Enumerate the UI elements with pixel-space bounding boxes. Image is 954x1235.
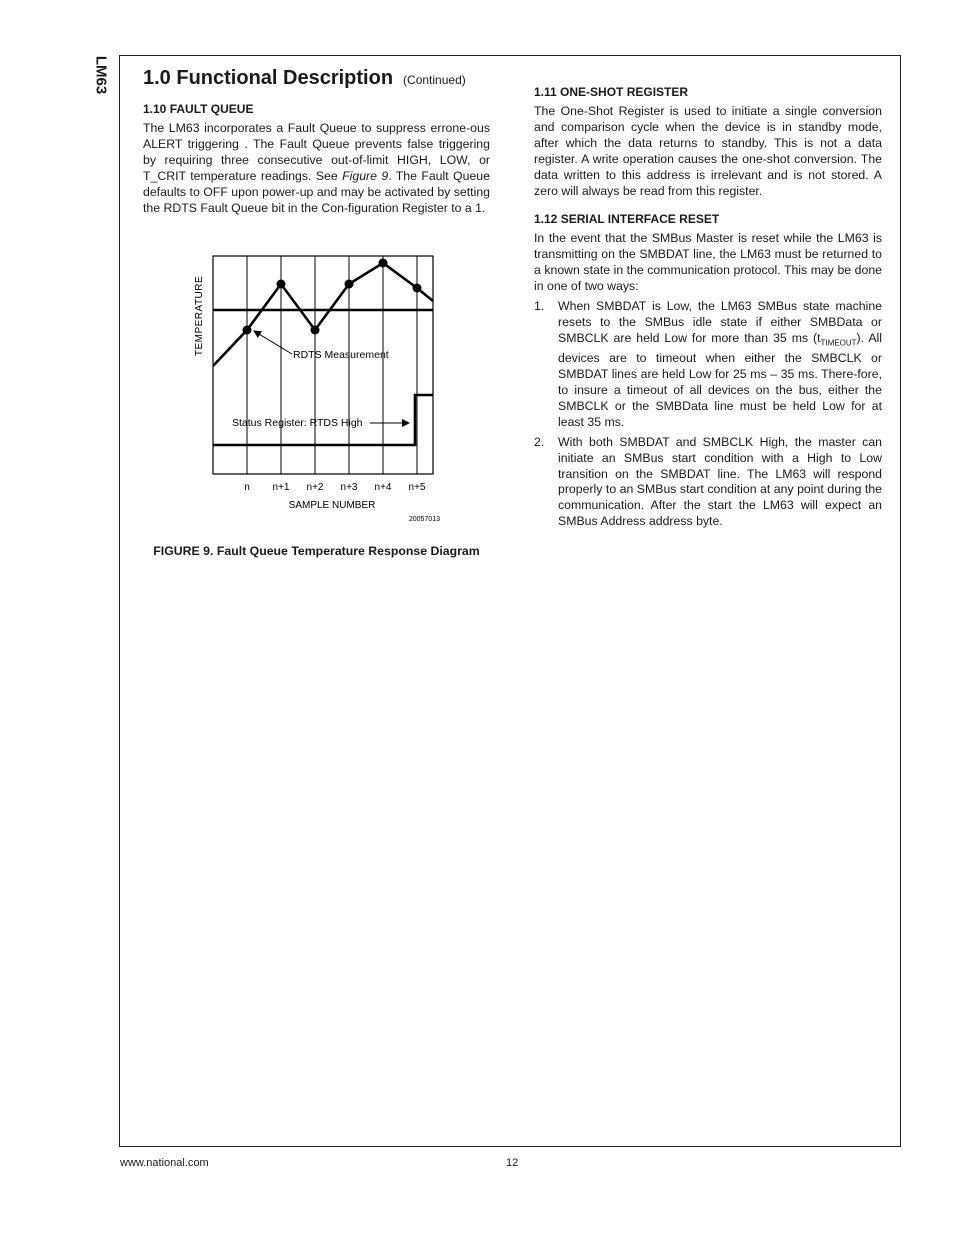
plot-frame — [213, 256, 433, 474]
paragraph-text: The LM63 incorporates a Fault Queue to suppress errone-ous ALERT triggering . The Fault Queue prevents false triggering by requiring three consecutive out-of-limit HIGH, LOW, or T_CRIT temperature readings. See — [143, 121, 490, 183]
x-tick-label: n — [244, 482, 250, 493]
side-part-label: LM63 — [92, 55, 110, 95]
figure-caption: FIGURE 9. Fault Queue Temperature Response Diagram — [153, 544, 480, 558]
footer-page-number: 12 — [506, 1157, 519, 1169]
sample-gridlines — [247, 256, 417, 474]
x-tick-label: n+5 — [408, 482, 426, 493]
side-part-tag — [88, 52, 114, 98]
section-paragraph: The One-Shot Register is used to initiate a single conversion and comparison cycle when the device is in standby mode, after which the data returns to standby. This is not a data register. A write operation causes the one-shot conversion. The data written to this address is irrelevant and is not stored. A zero will always be read from this register. — [534, 104, 882, 198]
section-paragraph: In the event that the SMBus Master is reset while the LM63 is transmitting on the SMBDAT line, the LM63 must be returned to a known state in the communication protocol. This may be done in one of two ways: — [534, 231, 882, 294]
list-number: 1. — [534, 299, 545, 314]
rdts-annotation: RDTS Measurement — [293, 349, 389, 361]
left-column — [143, 66, 490, 216]
page-title — [143, 66, 490, 92]
status-annotation: Status Register: RTDS High — [232, 417, 363, 429]
rdts-arrow — [254, 331, 292, 354]
list-item — [534, 299, 882, 431]
figure-reference-link[interactable]: Figure 9 — [342, 168, 389, 183]
fault-queue-figure — [180, 250, 460, 530]
section-heading: 1.11 ONE-SHOT REGISTER — [534, 85, 689, 99]
list-number: 2. — [534, 434, 545, 449]
paragraph-text: . The Fault Queue defaults to OFF upon power-up and may be activated by setting the RDTS Fault Queue bit in the Con-figuration Register to a 1. — [143, 168, 490, 215]
list-item-text: When SMBDAT is Low, the LM63 SMBus state machine resets to the SMBus idle state if either SMBData or SMBCLK are held Low for more than 35 ms (t — [558, 299, 882, 345]
right-column — [534, 84, 882, 530]
section-serial-interface-reset — [534, 211, 882, 530]
list-item-text: ). All devices are to timeout when either the SMBCLK or SMBDAT lines are held Low for 25 ms – 35 ms. There-fore, to insure a timeout of all devices on the bus, either the SMBCLK or the SMBData line must be held Low for at least 35 ms. — [558, 330, 882, 429]
timeout-subscript: TIMEOUT — [820, 338, 857, 348]
section-heading: 1.12 SERIAL INTERFACE RESET — [534, 212, 720, 227]
list-item-text: With both SMBDAT and SMBCLK High, the master can initiate an SMBus start condition with a High to Low transition on the SMBDAT line. The LM63 will respond properly to an SMBus start condition at any point during the communication. After the start the LM63 will expect an SMBus Address address byte. — [558, 434, 882, 529]
x-tick-label: n+2 — [306, 482, 324, 493]
continued-label: (Continued) — [403, 73, 466, 87]
section-one-shot-register — [534, 84, 882, 199]
fault-queue-diagram — [180, 250, 460, 530]
section-fault-queue — [143, 101, 490, 216]
page-title-text: 1.0 Functional Description — [143, 67, 394, 89]
measurement-points — [243, 259, 422, 335]
section-heading: 1.10 FAULT QUEUE — [143, 102, 254, 116]
x-tick-label: n+1 — [272, 482, 290, 493]
footer-website-link[interactable]: www.national.com — [120, 1157, 209, 1169]
x-axis-label: SAMPLE NUMBER — [288, 500, 376, 511]
y-axis-label: TEMPERATURE — [194, 275, 205, 357]
reset-method-list — [534, 299, 882, 530]
figure-id: 20057013 — [408, 516, 440, 523]
list-item — [534, 435, 882, 530]
section-paragraph — [143, 121, 490, 216]
x-tick-label: n+4 — [374, 482, 392, 493]
x-tick-label: n+3 — [340, 482, 358, 493]
